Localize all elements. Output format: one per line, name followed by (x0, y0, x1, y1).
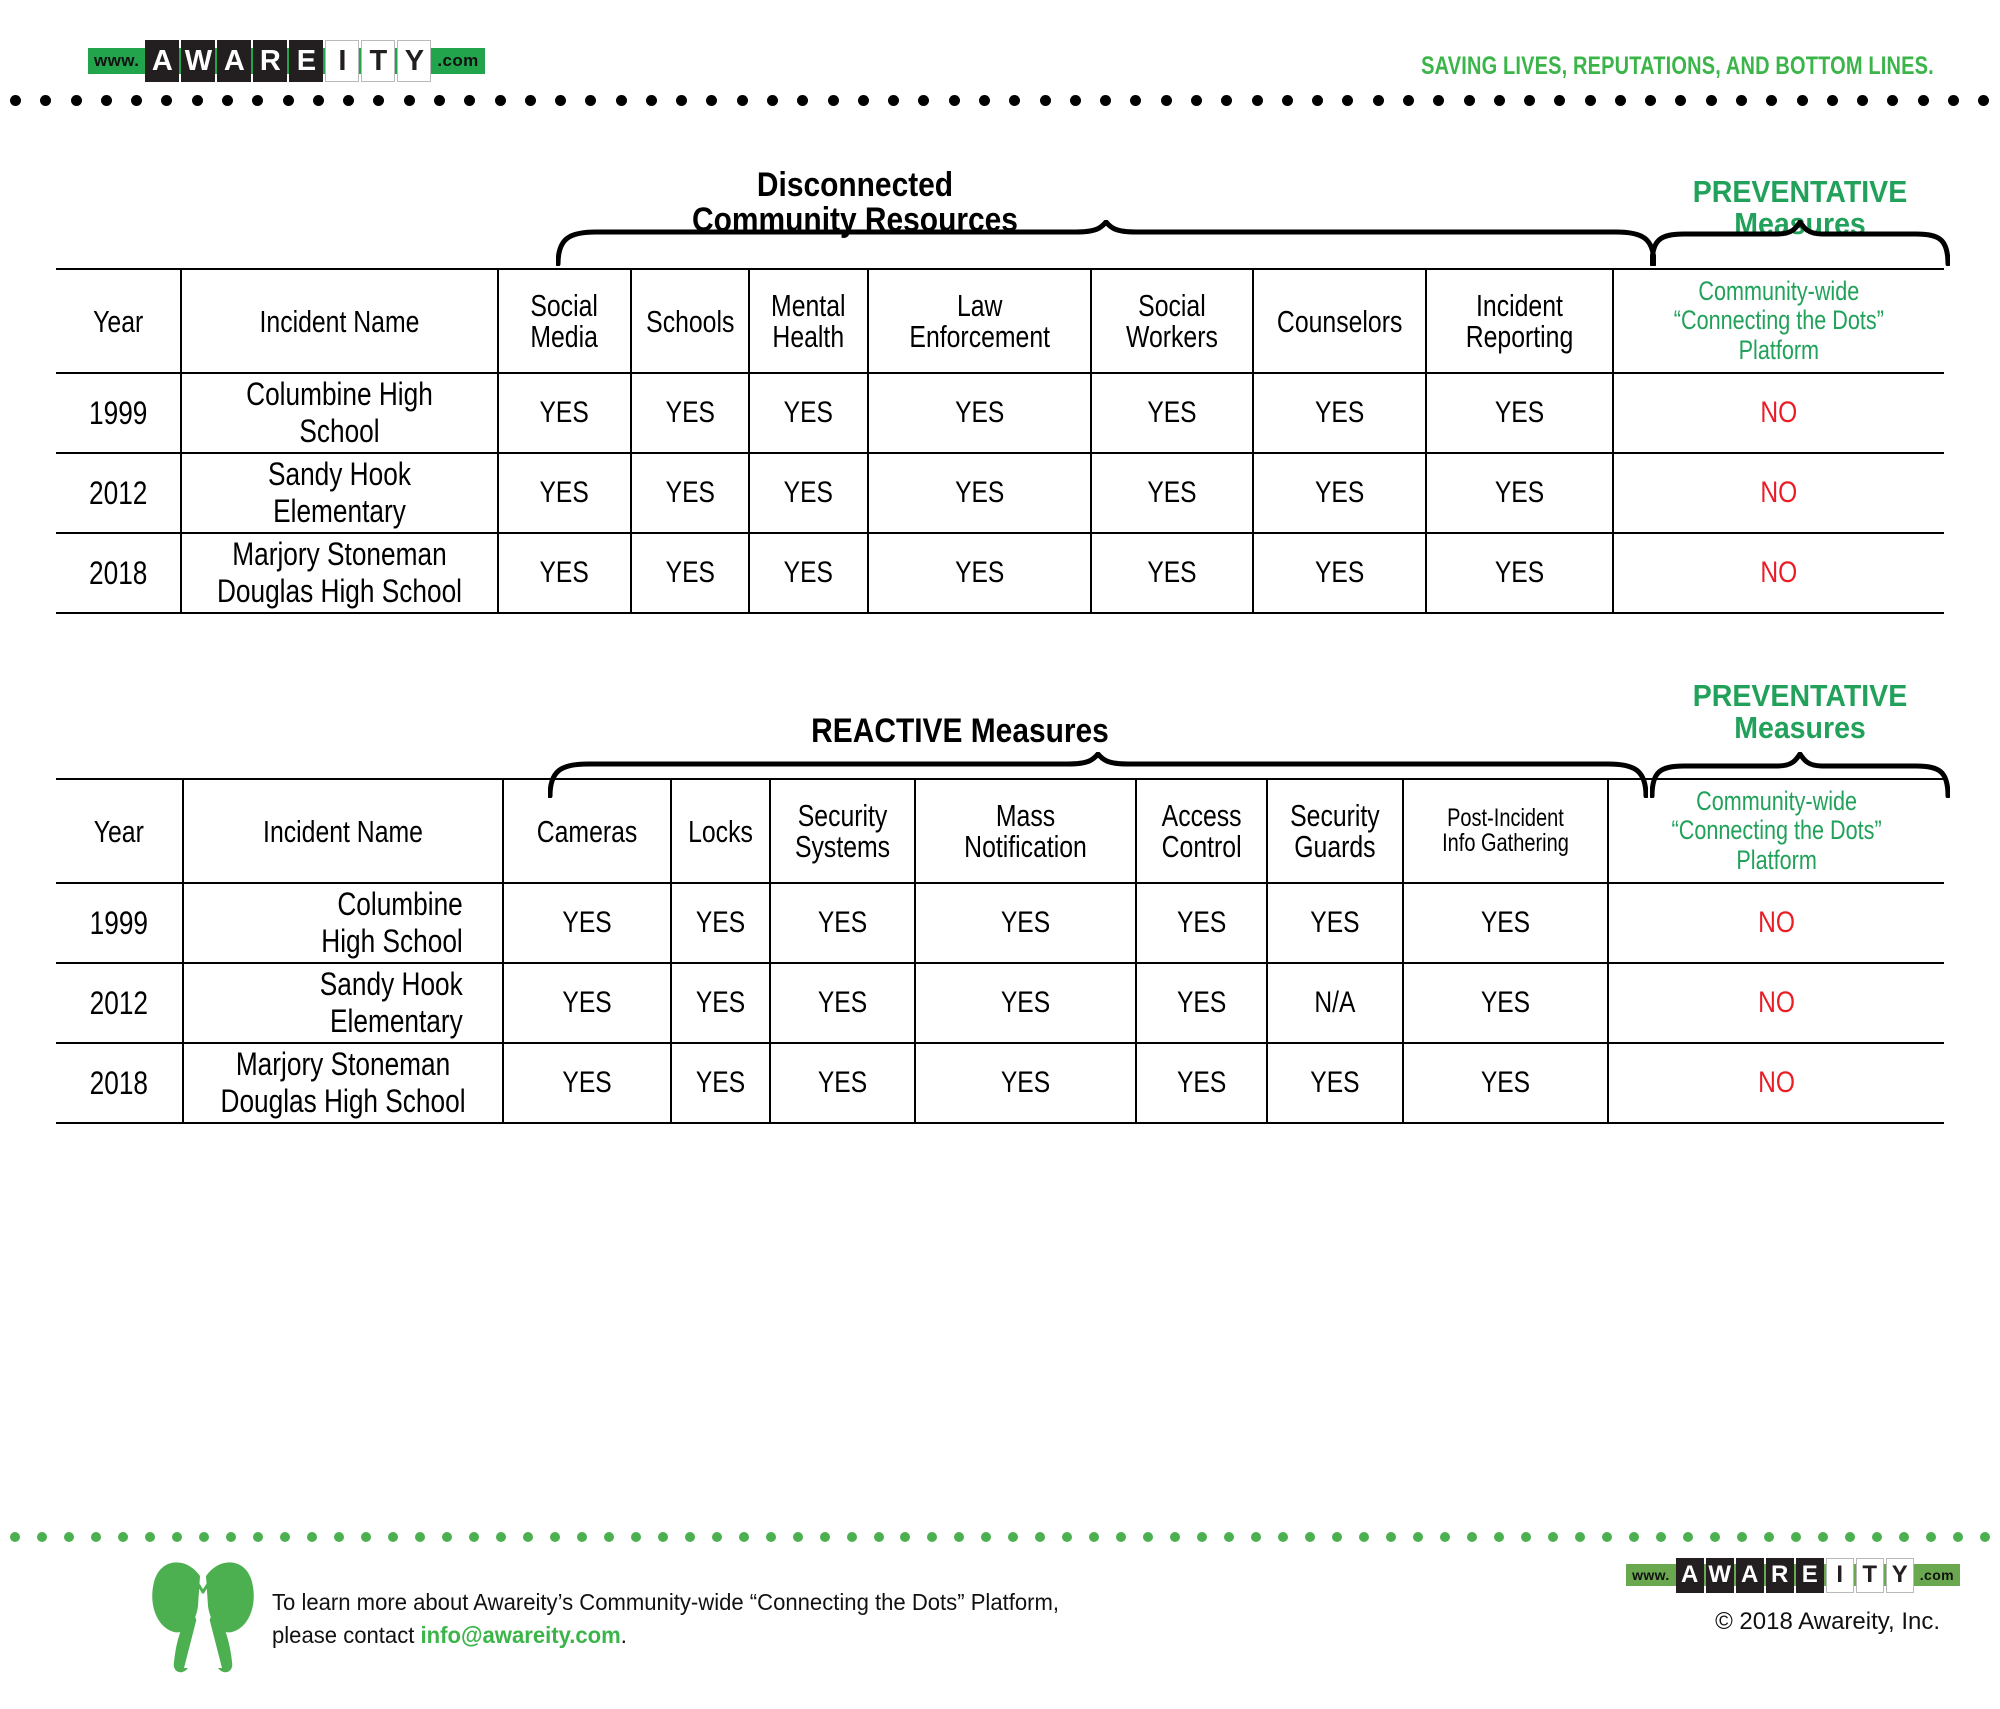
dotted-divider-top (0, 93, 2000, 107)
divider-dot (1980, 1532, 1990, 1542)
col-header-post-incident-info-gathering: Post-Incident Info Gathering (1403, 779, 1608, 883)
divider-dot (525, 95, 536, 106)
divider-dot (1675, 95, 1686, 106)
col-header-incident-reporting: Incident Reporting (1426, 269, 1613, 373)
divider-dot (415, 1532, 425, 1542)
group-label-preventative-2-line2: Measures (1734, 709, 1866, 745)
divider-dot (343, 95, 354, 106)
divider-dot (1070, 95, 1081, 106)
divider-dot (1305, 1532, 1315, 1542)
divider-dot (766, 1532, 776, 1542)
divider-dot (1312, 95, 1323, 106)
divider-dot (373, 95, 384, 106)
divider-dot (1818, 1532, 1828, 1542)
divider-dot (1494, 1532, 1504, 1542)
divider-dot (442, 1532, 452, 1542)
divider-dot (685, 1532, 695, 1542)
col-header-year: Year (56, 269, 181, 373)
section-reactive-measures (0, 660, 2000, 1124)
cell-incident-reporting: YES (1426, 453, 1613, 533)
table-row (56, 453, 1944, 533)
divider-dot (222, 95, 233, 106)
divider-dot (1827, 95, 1838, 106)
divider-dot (1918, 95, 1929, 106)
cell-mass-notification: YES (915, 883, 1136, 963)
divider-dot (1629, 1532, 1639, 1542)
cell-security-guards: YES (1267, 883, 1403, 963)
logo-tile-w: W (181, 40, 215, 82)
divider-dot (1554, 95, 1565, 106)
cell-platform: NO (1608, 963, 1944, 1043)
divider-dot (1221, 95, 1232, 106)
logo-www-label: www. (88, 48, 145, 74)
cell-year: 2012 (56, 963, 183, 1043)
divider-dot (1035, 1532, 1045, 1542)
table1-header-row (56, 269, 1944, 373)
section2-braces (0, 738, 2000, 778)
divider-dot (313, 95, 324, 106)
divider-dot (979, 95, 990, 106)
cell-social-workers: YES (1091, 453, 1253, 533)
divider-dot (900, 1532, 910, 1542)
divider-dot (1161, 95, 1172, 106)
divider-dot (737, 95, 748, 106)
divider-dot (1191, 95, 1202, 106)
cell-social-media: YES (498, 373, 630, 453)
cell-schools: YES (631, 453, 750, 533)
page-header (0, 0, 2000, 100)
divider-dot (40, 95, 51, 106)
divider-dot (1373, 95, 1384, 106)
group-label-preventative-2 (1653, 680, 1947, 743)
divider-dot (1857, 95, 1868, 106)
cell-incident-reporting: YES (1426, 373, 1613, 453)
cell-year: 2012 (56, 453, 181, 533)
divider-dot (434, 95, 445, 106)
divider-dot (927, 1532, 937, 1542)
divider-dot (145, 1532, 155, 1542)
divider-dot (706, 95, 717, 106)
divider-dot (1342, 95, 1353, 106)
cell-schools: YES (631, 533, 750, 613)
divider-dot (334, 1532, 344, 1542)
awareity-logo-footer (1626, 1554, 1960, 1596)
footer-contact-text (272, 1586, 1059, 1653)
divider-dot (496, 1532, 506, 1542)
col-header-year: Year (56, 779, 183, 883)
divider-dot (1548, 1532, 1558, 1542)
divider-dot (577, 1532, 587, 1542)
footer-logo-tile-a1: A (1676, 1558, 1704, 1593)
divider-dot (252, 95, 263, 106)
divider-dot (10, 1532, 20, 1542)
col-header-incident-name: Incident Name (181, 269, 498, 373)
divider-dot (550, 1532, 560, 1542)
divider-dot (101, 95, 112, 106)
table-row (56, 1043, 1944, 1123)
section1-braces (0, 228, 2000, 268)
col-header-mass-notification: Mass Notification (915, 779, 1136, 883)
divider-dot (1645, 95, 1656, 106)
cell-access-control: YES (1136, 963, 1267, 1043)
divider-dot (388, 1532, 398, 1542)
divider-dot (1008, 1532, 1018, 1542)
cell-security-guards: YES (1267, 1043, 1403, 1123)
divider-dot (858, 95, 869, 106)
col-header-schools: Schools (631, 269, 750, 373)
divider-dot (253, 1532, 263, 1542)
col-header-connecting-the-dots-platform: Community-wide “Connecting the Dots” Platform (1613, 269, 1944, 373)
divider-dot (767, 95, 778, 106)
cell-cameras: YES (503, 963, 671, 1043)
col-header-access-control: Access Control (1136, 779, 1267, 883)
cell-counselors: YES (1253, 453, 1426, 533)
footer-logo-tile-r: R (1766, 1558, 1794, 1593)
divider-dot (954, 1532, 964, 1542)
col-header-connecting-the-dots-platform: Community-wide “Connecting the Dots” Platform (1608, 779, 1944, 883)
footer-email-link[interactable]: info@awareity.com (420, 1622, 621, 1649)
footer-logo-tile-w: W (1706, 1558, 1734, 1593)
footer-logo-tile-e: E (1796, 1558, 1824, 1593)
cell-counselors: YES (1253, 533, 1426, 613)
divider-dot (161, 95, 172, 106)
footer-logo-tile-y: Y (1886, 1558, 1914, 1593)
cell-year: 1999 (56, 883, 183, 963)
cell-year: 2018 (56, 533, 181, 613)
divider-dot (1040, 95, 1051, 106)
divider-dot (1656, 1532, 1666, 1542)
divider-dot (1615, 95, 1626, 106)
divider-dot (739, 1532, 749, 1542)
footer-logo-tile-a2: A (1736, 1558, 1764, 1593)
divider-dot (1521, 1532, 1531, 1542)
divider-dot (1386, 1532, 1396, 1542)
divider-dot (192, 95, 203, 106)
cell-social-workers: YES (1091, 373, 1253, 453)
col-header-incident-name: Incident Name (183, 779, 503, 883)
divider-dot (585, 95, 596, 106)
table-disconnected-resources (56, 268, 1944, 614)
divider-dot (172, 1532, 182, 1542)
group-label-reactive-text: REACTIVE Measures (811, 712, 1109, 750)
cell-law-enforcement: YES (868, 533, 1091, 613)
table-row (56, 963, 1944, 1043)
divider-dot (1602, 1532, 1612, 1542)
divider-dot (797, 95, 808, 106)
cell-schools: YES (631, 373, 750, 453)
divider-dot (555, 95, 566, 106)
divider-dot (1170, 1532, 1180, 1542)
divider-dot (64, 1532, 74, 1542)
cell-counselors: YES (1253, 373, 1426, 453)
divider-dot (307, 1532, 317, 1542)
logo-letter-tiles (145, 44, 433, 77)
divider-dot (1766, 95, 1777, 106)
divider-dot (495, 95, 506, 106)
cell-access-control: YES (1136, 883, 1267, 963)
divider-dot (1100, 95, 1111, 106)
cell-incident-reporting: YES (1426, 533, 1613, 613)
divider-dot (404, 95, 415, 106)
cell-social-workers: YES (1091, 533, 1253, 613)
group-label-disconnected-line2: Community Resources (692, 200, 1018, 239)
group-label-preventative-1-line2: Measures (1734, 205, 1866, 241)
divider-dot (1197, 1532, 1207, 1542)
divider-dot (199, 1532, 209, 1542)
divider-dot (1926, 1532, 1936, 1542)
col-header-law-enforcement: Law Enforcement (868, 269, 1091, 373)
divider-dot (1683, 1532, 1693, 1542)
divider-dot (71, 95, 82, 106)
divider-dot (616, 95, 627, 106)
cell-mental-health: YES (749, 533, 868, 613)
cell-mass-notification: YES (915, 963, 1136, 1043)
divider-dot (1143, 1532, 1153, 1542)
group-label-preventative-1-line1: PREVENTATIVE (1692, 174, 1908, 209)
divider-dot (131, 95, 142, 106)
cell-incident-name: Marjory Stoneman Douglas High School (181, 533, 498, 613)
brace-disconnected (556, 220, 1656, 266)
divider-dot (1872, 1532, 1882, 1542)
divider-dot (712, 1532, 722, 1542)
logo-com-label: .com (433, 48, 484, 74)
logo-tile-a2: A (217, 40, 251, 82)
cell-platform: NO (1613, 453, 1944, 533)
table-row (56, 533, 1944, 613)
divider-dot (1524, 95, 1535, 106)
divider-dot (793, 1532, 803, 1542)
divider-dot (118, 1532, 128, 1542)
divider-dot (361, 1532, 371, 1542)
divider-dot (1948, 95, 1959, 106)
cell-incident-name: Marjory Stoneman Douglas High School (183, 1043, 503, 1123)
cell-platform: NO (1608, 1043, 1944, 1123)
cell-mass-notification: YES (915, 1043, 1136, 1123)
divider-dot (828, 95, 839, 106)
logo-tile-r: R (253, 40, 287, 82)
table-reactive-measures (56, 778, 1944, 1124)
section1-group-labels (0, 150, 2000, 241)
cell-platform: NO (1608, 883, 1944, 963)
divider-dot (1494, 95, 1505, 106)
divider-dot (1736, 95, 1747, 106)
page-footer (0, 1548, 2000, 1708)
divider-dot (226, 1532, 236, 1542)
table-row (56, 373, 1944, 453)
divider-dot (1899, 1532, 1909, 1542)
cell-cameras: YES (503, 883, 671, 963)
divider-dot (1791, 1532, 1801, 1542)
divider-dot (949, 95, 960, 106)
cell-law-enforcement: YES (868, 373, 1091, 453)
divider-dot (918, 95, 929, 106)
footer-text-line1: To learn more about Awareity’s Community-wide “Connecting the Dots” Platform, (272, 1589, 1060, 1615)
section-disconnected-community-resources (0, 150, 2000, 614)
col-header-social-workers: Social Workers (1091, 269, 1253, 373)
divider-dot (1224, 1532, 1234, 1542)
logo-tile-y: Y (397, 40, 431, 82)
dotted-divider-bottom (0, 1530, 2000, 1544)
divider-dot (37, 1532, 47, 1542)
cell-post-incident-info-gathering: YES (1403, 1043, 1608, 1123)
divider-dot (604, 1532, 614, 1542)
divider-dot (1978, 95, 1989, 106)
cell-social-media: YES (498, 533, 630, 613)
cell-post-incident-info-gathering: YES (1403, 883, 1608, 963)
divider-dot (820, 1532, 830, 1542)
divider-dot (874, 1532, 884, 1542)
cell-mental-health: YES (749, 373, 868, 453)
cell-locks: YES (671, 883, 770, 963)
brace-reactive (548, 752, 1648, 798)
cell-incident-name: Sandy Hook Elementary (181, 453, 498, 533)
table-row (56, 883, 1944, 963)
divider-dot (1278, 1532, 1288, 1542)
divider-dot (1332, 1532, 1342, 1542)
footer-logo-tile-i: I (1826, 1558, 1854, 1593)
cell-platform: NO (1613, 533, 1944, 613)
group-label-preventative-2-line1: PREVENTATIVE (1692, 678, 1908, 713)
divider-dot (469, 1532, 479, 1542)
cell-platform: NO (1613, 373, 1944, 453)
divider-dot (1282, 95, 1293, 106)
cell-law-enforcement: YES (868, 453, 1091, 533)
logo-tile-a1: A (145, 40, 179, 82)
divider-dot (1413, 1532, 1423, 1542)
footer-logo-www-label: www. (1626, 1564, 1676, 1586)
section2-group-labels (0, 660, 2000, 750)
footer-text-line2 (272, 1619, 1059, 1652)
divider-dot (1585, 95, 1596, 106)
col-header-mental-health: Mental Health (749, 269, 868, 373)
cell-access-control: YES (1136, 1043, 1267, 1123)
cell-mental-health: YES (749, 453, 868, 533)
cell-social-media: YES (498, 453, 630, 533)
awareity-logo (88, 40, 485, 82)
divider-dot (888, 95, 899, 106)
divider-dot (1089, 1532, 1099, 1542)
divider-dot (1116, 1532, 1126, 1542)
divider-dot (1359, 1532, 1369, 1542)
divider-dot (1953, 1532, 1963, 1542)
copyright-text: © 2018 Awareity, Inc. (1715, 1608, 1940, 1635)
cell-locks: YES (671, 1043, 770, 1123)
footer-logo-letter-tiles (1676, 1561, 1916, 1588)
col-header-locks: Locks (671, 779, 770, 883)
cell-year: 1999 (56, 373, 181, 453)
cell-security-systems: YES (770, 963, 915, 1043)
divider-dot (523, 1532, 533, 1542)
col-header-security-systems: Security Systems (770, 779, 915, 883)
divider-dot (658, 1532, 668, 1542)
divider-dot (847, 1532, 857, 1542)
divider-dot (1887, 95, 1898, 106)
footer-logo-tile-t: T (1856, 1558, 1884, 1593)
divider-dot (91, 1532, 101, 1542)
cell-cameras: YES (503, 1043, 671, 1123)
col-header-social-media: Social Media (498, 269, 630, 373)
cell-incident-name: Columbine High School (183, 883, 503, 963)
divider-dot (1440, 1532, 1450, 1542)
cell-year: 2018 (56, 1043, 183, 1123)
logo-tile-t: T (361, 40, 395, 82)
footer-logo-block (1626, 1554, 1960, 1636)
divider-dot (10, 95, 21, 106)
cell-security-systems: YES (770, 883, 915, 963)
divider-dot (1403, 95, 1414, 106)
header-tagline: SAVING LIVES, REPUTATIONS, AND BOTTOM LINES. (1421, 52, 1934, 80)
divider-dot (1062, 1532, 1072, 1542)
divider-dot (1252, 95, 1263, 106)
butterfly-logo-icon (148, 1558, 258, 1676)
divider-dot (1706, 95, 1717, 106)
divider-dot (1764, 1532, 1774, 1542)
footer-contact-prefix: please contact (272, 1622, 421, 1649)
cell-incident-name: Columbine High School (181, 373, 498, 453)
divider-dot (981, 1532, 991, 1542)
divider-dot (1575, 1532, 1585, 1542)
col-header-cameras: Cameras (503, 779, 671, 883)
logo-tile-i: I (325, 40, 359, 82)
divider-dot (1737, 1532, 1747, 1542)
brace-preventative-1 (1650, 220, 1950, 266)
logo-tile-e: E (289, 40, 323, 82)
footer-logo-com-label: .com (1916, 1564, 1960, 1586)
divider-dot (464, 95, 475, 106)
divider-dot (631, 1532, 641, 1542)
cell-locks: YES (671, 963, 770, 1043)
divider-dot (1251, 1532, 1261, 1542)
col-header-security-guards: Security Guards (1267, 779, 1403, 883)
cell-security-systems: YES (770, 1043, 915, 1123)
divider-dot (1845, 1532, 1855, 1542)
divider-dot (1130, 95, 1141, 106)
cell-post-incident-info-gathering: YES (1403, 963, 1608, 1043)
divider-dot (1009, 95, 1020, 106)
divider-dot (1433, 95, 1444, 106)
divider-dot (280, 1532, 290, 1542)
divider-dot (646, 95, 657, 106)
divider-dot (676, 95, 687, 106)
divider-dot (1467, 1532, 1477, 1542)
group-label-disconnected-line1: Disconnected (756, 166, 954, 204)
divider-dot (283, 95, 294, 106)
divider-dot (1710, 1532, 1720, 1542)
divider-dot (1797, 95, 1808, 106)
footer-contact-suffix: . (620, 1622, 627, 1649)
col-header-counselors: Counselors (1253, 269, 1426, 373)
cell-incident-name: Sandy Hook Elementary (183, 963, 503, 1043)
cell-security-guards: N/A (1267, 963, 1403, 1043)
divider-dot (1464, 95, 1475, 106)
